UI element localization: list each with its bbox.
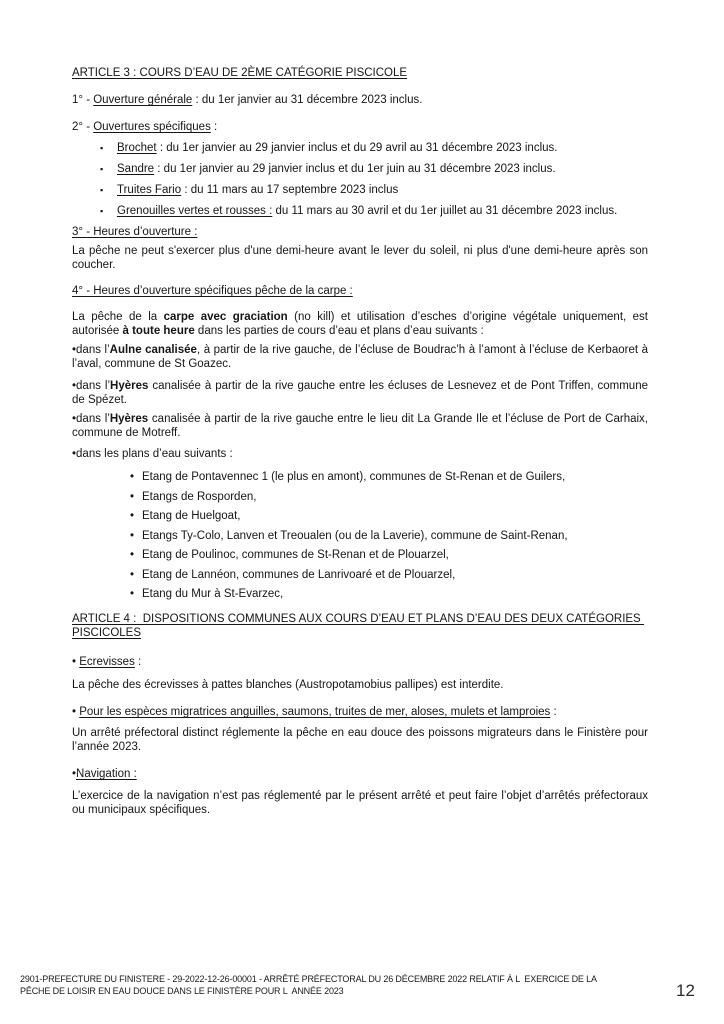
migratory-species-paragraph: Un arrêté préfectoral distinct réglemente la pêche en eau douce des poissons migrateurs dans le Finistère pour l’année 2023. <box>72 727 648 753</box>
carp-hours-heading: 4° - Heures d’ouverture spécifiques pêche de la carpe : <box>72 285 353 297</box>
bullet-icon: • <box>130 490 135 503</box>
article3-heading: ARTICLE 3 : COURS D’EAU DE 2ÈME CATÉGORIE PISCICOLE <box>72 67 408 79</box>
square-bullet-icon: ▪ <box>100 143 104 153</box>
footer-line-1: 2901-PREFECTURE DU FINISTERE - 29-2022-12-26-00001 - ARRÊTÉ PRÉFECTORAL DU 26 DÉCEMBRE 2022 RELATIF À L EXERCICE DE LA <box>20 974 597 984</box>
species-item-text: Grenouilles vertes et rousses : du 11 mars au 30 avril et du 1er juillet au 31 décembre 2023 inclus. <box>117 205 618 217</box>
opening-general-paragraph: 1° - Ouverture générale : du 1er janvier au 31 décembre 2023 inclus. <box>72 94 423 106</box>
ponds-intro: •dans les plans d’eau suivants : <box>72 448 233 460</box>
article4-heading: ARTICLE 4 : DISPOSITIONS COMMUNES AUX COURS D’EAU ET PLANS D’EAU DES DEUX CATÉGORIES PISCICOLES <box>72 613 644 639</box>
water-item-aulne: •dans l’Aulne canalisée, à partir de la rive gauche, de l’écluse de Boudrac’h à l’amont à l’écluse de Kerbaoret à l’aval, commune de St Goazec. <box>72 344 648 370</box>
navigation-paragraph: L’exercice de la navigation n’est pas réglementé par le présent arrêté et peut faire l’objet d’arrêtés préfectoraux ou municipaux spécifiques. <box>72 790 648 816</box>
pond-item-text: Etangs de Rosporden, <box>142 490 257 503</box>
pond-item-text: Etang de Poulinoc, communes de St-Renan et de Plouarzel, <box>142 549 449 561</box>
bullet-icon: • <box>130 568 135 581</box>
footer-line-2: PÊCHE DE LOISIR EN EAU DOUCE DANS LE FINISTÈRE POUR L ANNÉE 2023 <box>20 985 344 996</box>
bullet-icon: • <box>130 588 135 600</box>
square-bullet-icon: ▪ <box>100 164 104 174</box>
bullet-icon: • <box>130 529 135 542</box>
page-footer <box>20 974 664 997</box>
pond-item-text: Etang de Pontavennec 1 (le plus en amont), communes de St-Renan et de Guilers, <box>142 471 566 483</box>
opening-hours-heading: 3° - Heures d’ouverture : <box>72 226 198 238</box>
document-body <box>72 66 648 830</box>
species-item-text: Truites Fario : du 11 mars au 17 septembre 2023 inclus <box>117 184 399 196</box>
species-list-item <box>72 183 648 197</box>
pond-list-item <box>72 470 648 484</box>
page-number: 12 <box>676 981 695 1000</box>
pond-list-item <box>72 568 648 582</box>
square-bullet-icon: ▪ <box>100 185 104 195</box>
species-item-text: Sandre : du 1er janvier au 29 janvier inclus et du 1er juin au 31 décembre 2023 inclus. <box>117 163 556 175</box>
species-item-text: Brochet : du 1er janvier au 29 janvier inclus et du 29 avril au 31 décembre 2023 inclus. <box>117 142 558 154</box>
migratory-species-heading: • Pour les espèces migratrices anguilles, saumons, truites de mer, aloses, mulets et lamproies : <box>72 706 557 718</box>
pond-item-text: Etang du Mur à St-Evarzec, <box>142 588 284 600</box>
carp-hours-paragraph: La pêche de la carpe avec graciation (no kill) et utilisation d’esches d’origine végétale uniquement, est autorisée à toute heure dans les parties de cours d’eau et plans d’eau suivants : <box>72 311 648 337</box>
water-item-hyeres-1: •dans l’Hyères canalisée à partir de la rive gauche entre les écluses de Lesnevez et de Pont Triffen, commune de Spézet. <box>72 380 648 406</box>
pond-list-item <box>72 548 648 562</box>
square-bullet-icon: ▪ <box>100 206 104 216</box>
specific-openings-heading: 2° - Ouvertures spécifiques : <box>72 121 218 133</box>
species-list-item <box>72 204 648 218</box>
pond-item-text: Etang de Huelgoat, <box>142 510 241 522</box>
pond-list-item <box>72 529 648 543</box>
bullet-icon: • <box>130 471 135 483</box>
species-list-item <box>72 162 648 176</box>
water-item-hyeres-2: •dans l’Hyères canalisée à partir de la rive gauche entre le lieu dit La Grande Ile et l’écluse de Port de Carhaix, commune de Motreff. <box>72 413 648 439</box>
pond-list-item <box>72 587 648 601</box>
crayfish-heading: • Ecrevisses : <box>72 656 142 668</box>
pond-item-text: Etang de Lannéon, communes de Lanrivoaré et de Plouarzel, <box>142 568 456 581</box>
species-list-item <box>72 141 648 155</box>
navigation-heading: •Navigation : <box>72 768 137 780</box>
pond-item-text: Etangs Ty-Colo, Lanven et Treoualen (ou de la Laverie), commune de Saint-Renan, <box>142 529 568 542</box>
pond-list-item <box>72 490 648 504</box>
bullet-icon: • <box>130 549 135 561</box>
crayfish-paragraph: La pêche des écrevisses à pattes blanches (Austropotamobius pallipes) est interdite. <box>72 679 504 691</box>
bullet-icon: • <box>130 510 135 522</box>
pond-list-item <box>72 509 648 523</box>
opening-hours-paragraph: La pêche ne peut s'exercer plus d'une demi-heure avant le lever du soleil, ni plus d'une demi-heure après son coucher. <box>72 245 648 271</box>
